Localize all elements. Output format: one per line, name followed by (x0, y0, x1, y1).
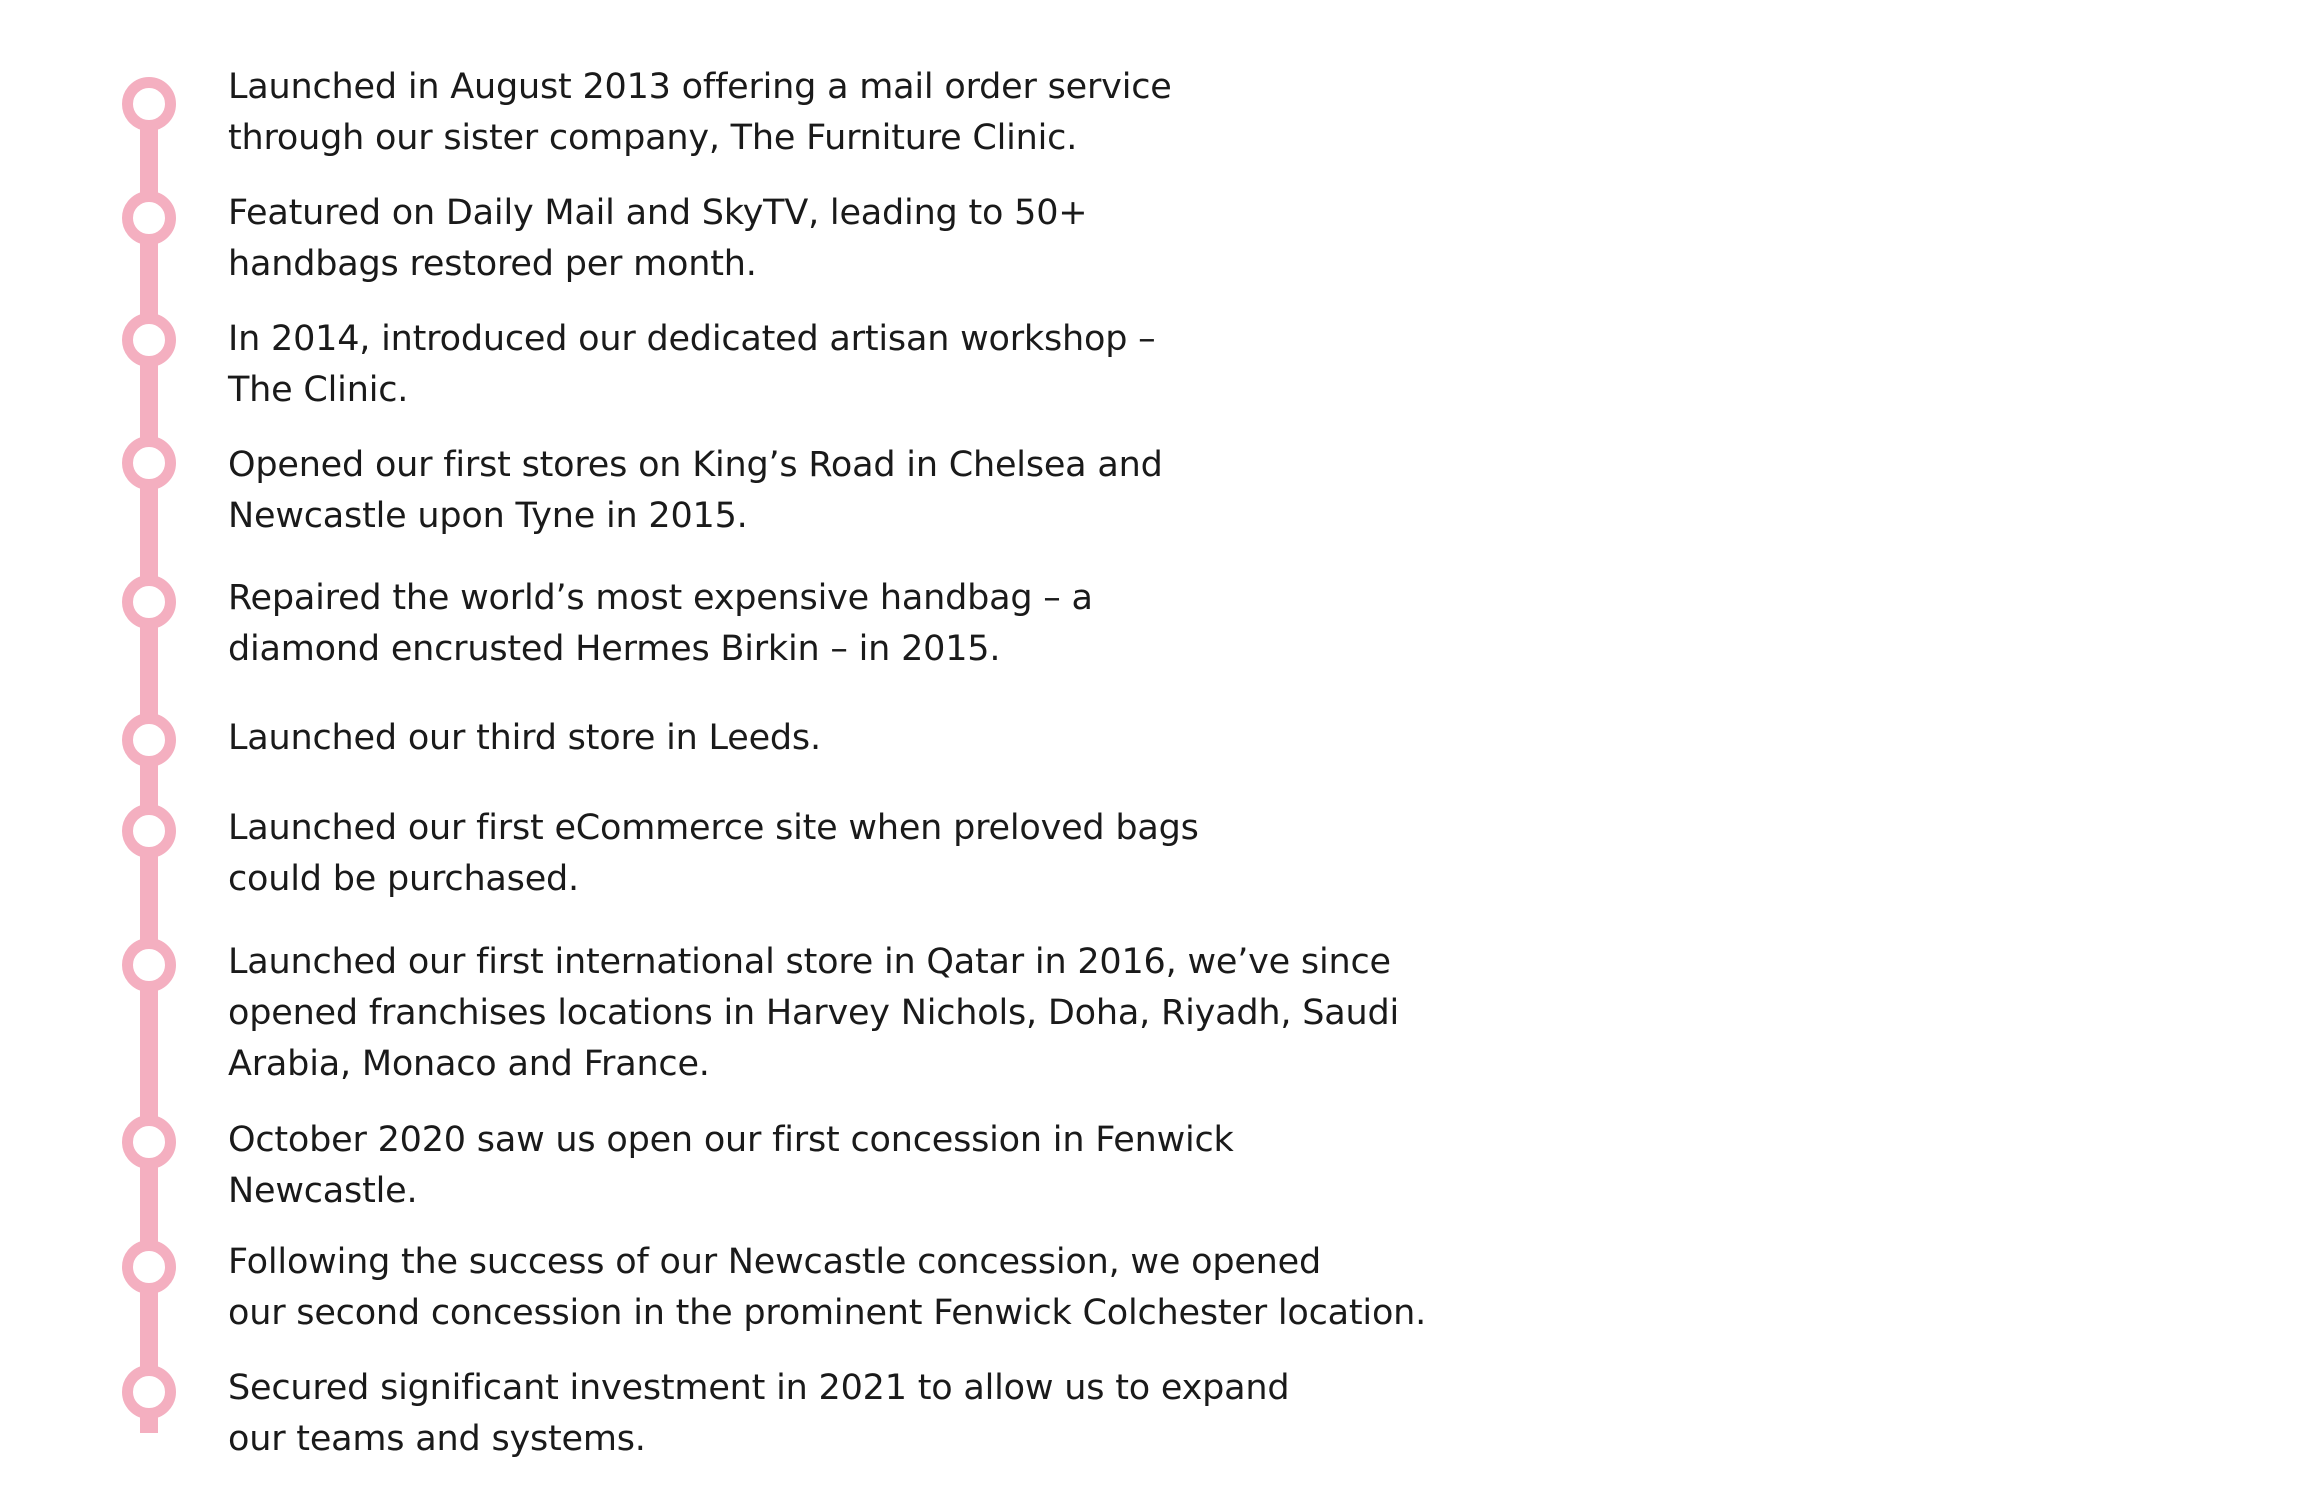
timeline-entry-text: Launched our first international store in Qatar in 2016, we’ve since opened franchises locations in Harvey Nichols, Doha, Riyadh, Saudi Arabia, Monaco and France. (228, 942, 1399, 1084)
timeline-rail (140, 103, 158, 1433)
timeline-entry-text: Opened our first stores on King’s Road in Chelsea and Newcastle upon Tyne in 2015. (228, 445, 1163, 536)
timeline-entry-text: Launched our first eCommerce site when preloved bags could be purchased. (228, 808, 1199, 899)
timeline-entry-text: Secured significant investment in 2021 to allow us to expand our teams and systems. (228, 1368, 1290, 1459)
timeline-node-icon (122, 1365, 176, 1419)
timeline-node-icon (122, 575, 176, 629)
timeline-node-icon (122, 713, 176, 767)
timeline-node-icon (122, 313, 176, 367)
timeline-node-icon (122, 77, 176, 131)
timeline-node-icon (122, 804, 176, 858)
timeline-node-icon (122, 436, 176, 490)
timeline-node-icon (122, 938, 176, 992)
timeline-node-icon (122, 1115, 176, 1169)
timeline-entry-text: In 2014, introduced our dedicated artisan workshop – The Clinic. (228, 319, 1156, 410)
timeline-node-icon (122, 191, 176, 245)
timeline-entry-text: Featured on Daily Mail and SkyTV, leading to 50+ handbags restored per month. (228, 193, 1088, 284)
timeline-entry-text: Launched in August 2013 offering a mail order service through our sister company, The Furniture Clinic. (228, 67, 1172, 158)
timeline-entry-text: October 2020 saw us open our first concession in Fenwick Newcastle. (228, 1120, 1234, 1211)
timeline-entry-text: Following the success of our Newcastle concession, we opened our second concession in the prominent Fenwick Colchester location. (228, 1242, 1427, 1333)
timeline-entry-text: Launched our third store in Leeds. (228, 718, 821, 758)
timeline-entry-text: Repaired the world’s most expensive handbag – a diamond encrusted Hermes Birkin – in 2015. (228, 578, 1093, 669)
timeline-node-icon (122, 1240, 176, 1294)
